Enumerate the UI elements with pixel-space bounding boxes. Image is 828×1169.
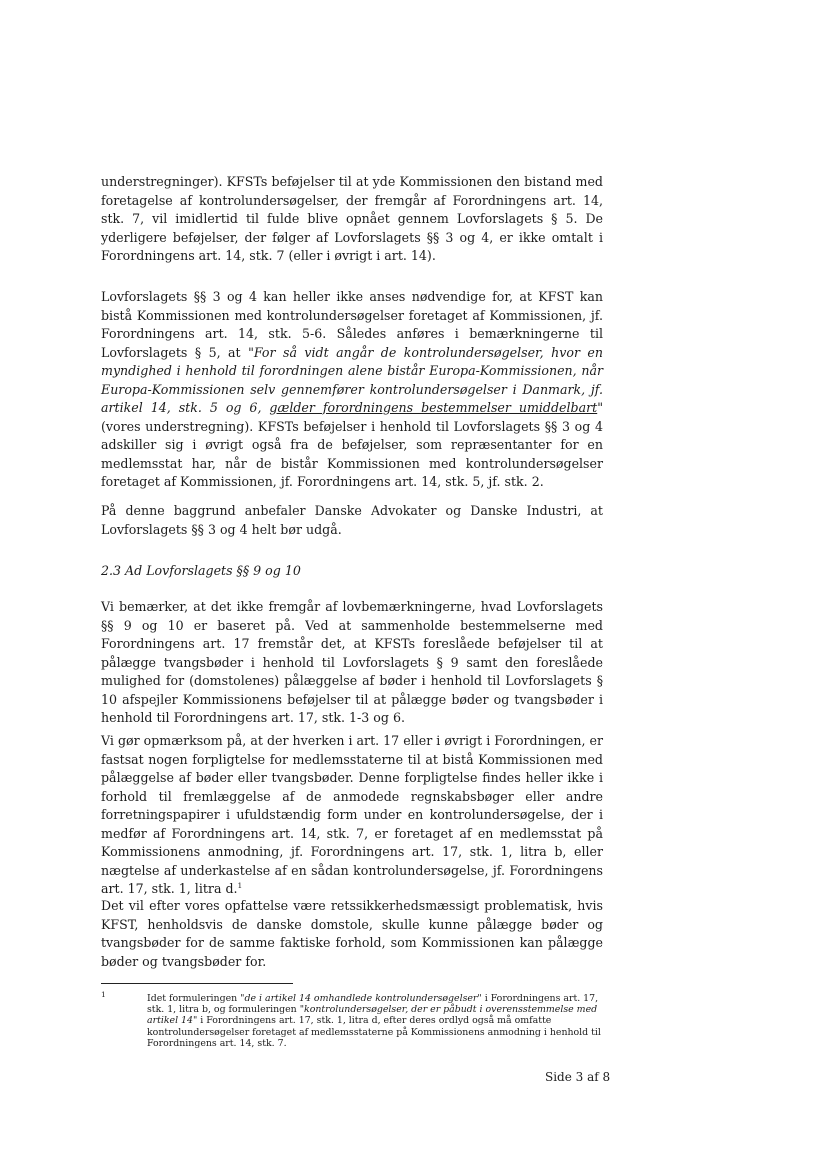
paragraph-2-underlined-quote: gælder forordningens bestemmelser umiddelbart: [269, 400, 598, 415]
footnote-reference: 1: [237, 880, 243, 890]
page-number: Side 3 af 8: [545, 1070, 611, 1084]
paragraph-2: [101, 288, 603, 492]
paragraph-2-tail: " (vores understregning). KFSTs beføjelser i henhold til Lovforslagets §§ 3 og 4 adskiller sig i øvrigt også fra de beføjelser, som repræsentanter for en medlemsstat har, når de bistår Kommissionen med kontrolundersøgelser foretaget af Kommissionen, jf. Forordningens art. 14, stk. 5, jf. stk. 2.: [101, 400, 603, 489]
footnote-text-part: " i Forordningens art. 17, stk. 1, litra b, og formuleringen ": [147, 993, 599, 1016]
footnote-text-part: Idet formuleringen ": [147, 993, 245, 1004]
footnote-text: [147, 993, 601, 1049]
paragraph-6: Det vil efter vores opfattelse være retssikkerhedsmæssigt problematisk, hvis KFST, henholdsvis de danske domstole, skulle kunne pålægge bøder og tvangsbøder for de samme faktiske forhold, som Kommissionen kan pålægge bøder og tvangsbøder for.: [101, 898, 603, 969]
footnote-divider: [101, 983, 293, 984]
paragraph-2-lead: Lovforslagets §§ 3 og 4 kan heller ikke anses nødvendige for, at KFST kan bistå Kommissionen med kontrolundersøgelser foretaget af Kommissionen, jf. Forordningens art. 14, stk. 5-6. Således anføres i bemærkningerne til Lovforslagets § 5, at ": [101, 289, 603, 360]
paragraph-3: På denne baggrund anbefaler Danske Advokater og Danske Industri, at Lovforslagets §§ 3 og 4 helt bør udgå.: [101, 503, 603, 537]
section-heading: 2.3 Ad Lovforslagets §§ 9 og 10: [101, 563, 301, 578]
footnote-mark: 1: [101, 990, 106, 999]
footnote-quote-1: de i artikel 14 omhandlede kontrolundersøgelser: [244, 993, 478, 1004]
paragraph-4: Vi bemærker, at det ikke fremgår af lovbemærkningerne, hvad Lovforslagets §§ 9 og 10 er baseret på. Ved at sammenholde bestemmelserne med Forordningens art. 17 fremstår det, at KFSTs foreslåede beføjelser til at pålægge tvangsbøder i henhold til Lovforslagets § 9 samt den foreslåede mulighed for (domstolenes) pålæggelse af bøder i henhold til Lovforslagets § 10 afspejler Kommissionens beføjelser til at pålægge bøder og tvangsbøder i henhold til Forordningens art. 17, stk. 1-3 og 6.: [101, 599, 603, 725]
footnote-text-part: " i Forordningens art. 17, stk. 1, litra d, efter deres ordlyd også må omfatte kontrolundersøgelser foretaget af medlemsstaterne på Kommissionens anmodning i henhold til Forordningens art. 14, stk. 7.: [147, 1015, 601, 1049]
paragraph-2-quote: For så vidt angår de kontrolundersøgelser, hvor en myndighed i henhold til forordningen alene bistår Europa-Kommissionen, når Europa-Kommissionen selv gennemfører kontrolundersøgelser i Danmark, jf. artikel 14, stk. 5 og 6,: [101, 344, 603, 415]
paragraph-5: [101, 732, 603, 899]
footnote-quote-2: kontrolundersøgelser, der er påbudt i overensstemmelse med artikel 14: [147, 1004, 598, 1027]
paragraph-1: understregninger). KFSTs beføjelser til at yde Kommissionen den bistand med foretagelse af kontrolundersøgelser, der fremgår af Forordningens art. 14, stk. 7, vil imidlertid til fulde blive opnået gennem Lovforslagets § 5. De yderligere beføjelser, der følger af Lovforslagets §§ 3 og 4, er ikke omtalt i Forordningens art. 14, stk. 7 (eller i øvrigt i art. 14).: [101, 174, 603, 263]
paragraph-5-text: Vi gør opmærksom på, at der hverken i art. 17 eller i øvrigt i Forordningen, er fastsat nogen forpligtelse for medlemsstaterne til at bistå Kommissionen med pålæggelse af bøder eller tvangsbøder. Denne forpligtelse findes heller ikke i forhold til fremlæggelse af de anmodede regnskabsbøger eller andre forretningspapirer i ufuldstændig form under en kontrolundersøgelse, der i medfør af Forordningens art. 14, stk. 7, er foretaget af en medlemsstat på Kommissionens anmodning, jf. Forordningens art. 17, stk. 1, litra b, eller nægtelse af underkastelse af en sådan kontrolundersøgelse, jf. Forordningens art. 17, stk. 1, litra d.: [101, 733, 603, 896]
